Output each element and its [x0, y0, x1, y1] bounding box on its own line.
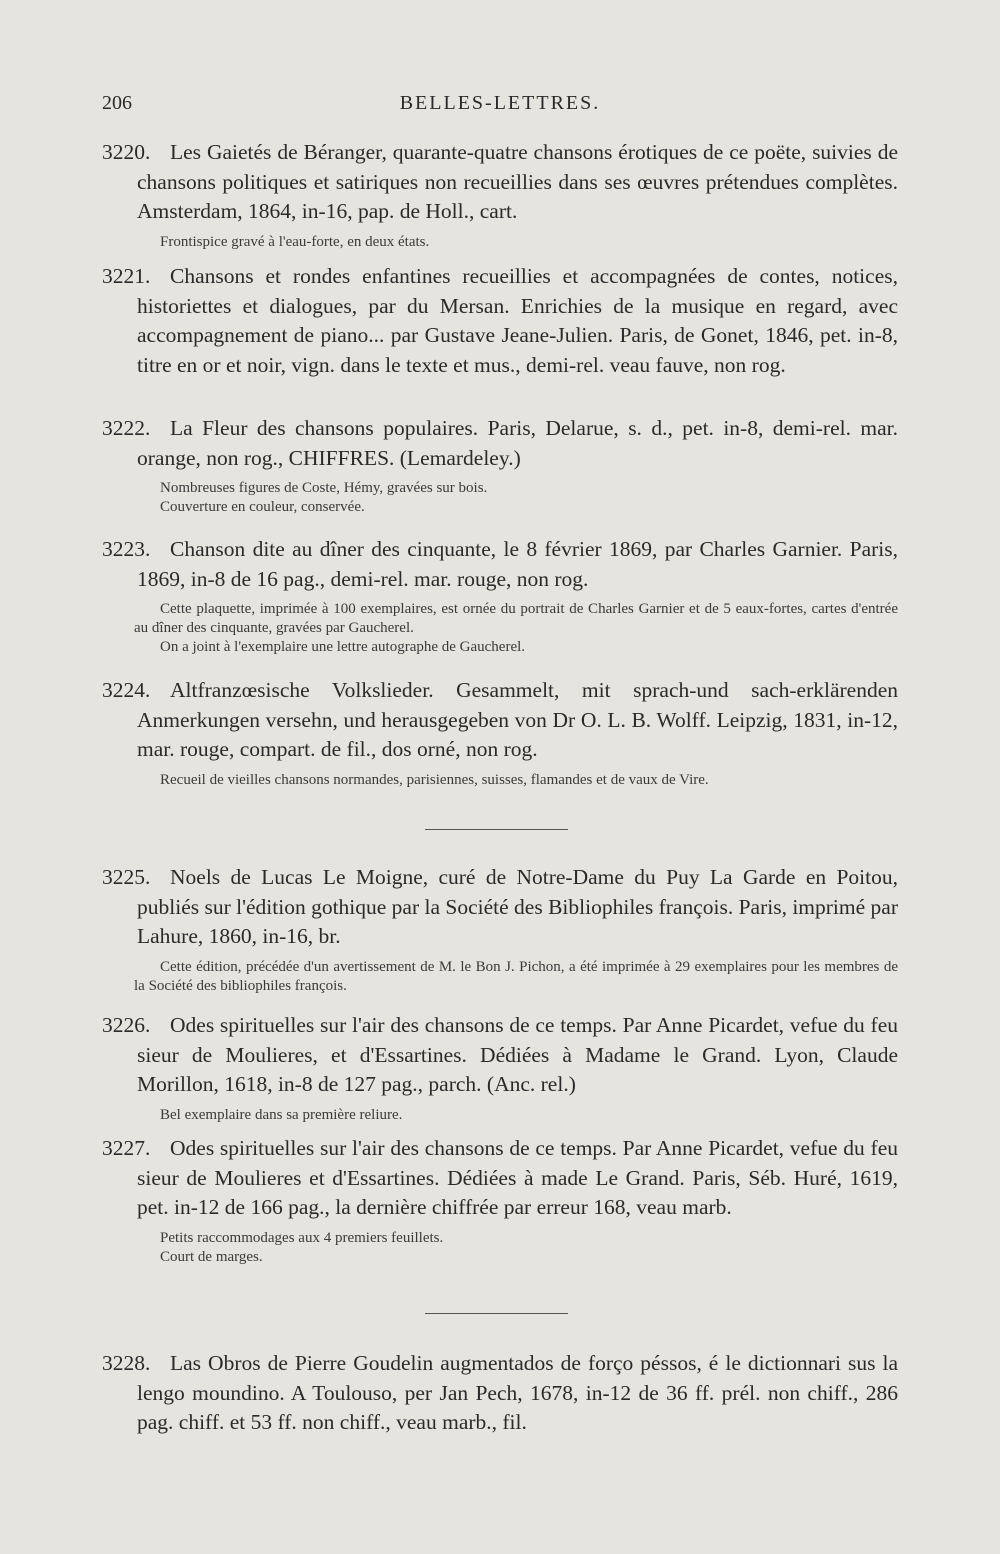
- entry-note: Cette édition, précédée d'un avertissement de M. le Bon J. Pichon, a été imprimée à 29 exemplaires pour les membres de la Société des bibliophiles françois.: [134, 958, 898, 994]
- entry-description: Las Obros de Pierre Goudelin augmentados de forço péssos, é le dictionnari sus la lengo moundino. A Toulouso, per Jan Pech, 1678, in-12 de 36 ff. prél. non chiff., 286 pag. chiff. et 53 ff. non chiff., veau marb., fil.: [137, 1351, 898, 1434]
- entry-description: Les Gaietés de Béranger, quarante-quatre chansons érotiques de ce poëte, suivies de chansons politiques et satiriques non recueillies dans ses œuvres prétendues complètes. Amsterdam, 1864, in-16, pap. de Holl., cart.: [137, 140, 898, 223]
- catalog-entry-3223: [102, 535, 898, 657]
- entry-text: [102, 138, 898, 227]
- entry-text: [102, 535, 898, 594]
- entry-number: 3224.: [102, 678, 151, 702]
- entry-description: Odes spirituelles sur l'air des chansons de ce temps. Par Anne Picardet, vefue du feu sieur de Moulieres et d'Essartines. Dédiées à made Le Grand. Paris, Séb. Huré, 1619, pet. in-12 de 166 pag., la dernière chiffrée par erreur 168, veau marb.: [137, 1136, 898, 1219]
- entry-note: Court de marges.: [160, 1248, 263, 1265]
- entry-number: 3226.: [102, 1013, 151, 1037]
- entry-number: 3222.: [102, 416, 151, 440]
- entry-description: Odes spirituelles sur l'air des chansons de ce temps. Par Anne Picardet, vefue du feu sieur de Moulieres, et d'Essartines. Dédiées à Madame le Grand. Lyon, Claude Morillon, 1618, in-8 de 127 pag., parch. (Anc. rel.): [137, 1013, 898, 1096]
- entry-description: Chansons et rondes enfantines recueillies et accompagnées de contes, notices, historiettes et dialogues, par du Mersan. Enrichies de la musique en regard, avec accompagnement de piano... par Gustave Jeane-Julien. Paris, de Gonet, 1846, pet. in-8, titre en or et noir, vign. dans le texte et mus., demi-rel. veau fauve, non rog.: [137, 264, 898, 377]
- entry-note: Nombreuses figures de Coste, Hémy, gravées sur bois.: [160, 480, 488, 496]
- catalog-entry-3225: [102, 863, 898, 996]
- entry-note: Frontispice gravé à l'eau-forte, en deux états.: [160, 233, 430, 250]
- entry-description: La Fleur des chansons populaires. Paris, Delarue, s. d., pet. in-8, demi-rel. mar. orange, non rog., CHIFFRES. (Lemardeley.): [137, 416, 898, 470]
- page-number: 206: [102, 92, 132, 114]
- running-head: BELLES-LETTRES.: [399, 92, 601, 114]
- catalog-entry-3221: [102, 262, 898, 380]
- catalog-entry-3222: [102, 414, 898, 517]
- section-divider: [425, 829, 568, 830]
- entry-number: 3221.: [102, 264, 151, 288]
- catalog-entry-3226: [102, 1011, 898, 1125]
- section-divider: [425, 1313, 568, 1314]
- catalog-entry-3224: [102, 676, 898, 790]
- entry-note: On a joint à l'exemplaire une lettre autographe de Gaucherel.: [160, 639, 526, 655]
- entry-description: Chanson dite au dîner des cinquante, le 8 février 1869, par Charles Garnier. Paris, 1869, in-8 de 16 pag., demi-rel. mar. rouge, non rog.: [137, 537, 898, 591]
- catalog-entry-3228: [102, 1349, 898, 1438]
- entry-text: [102, 1011, 898, 1100]
- entry-number: 3223.: [102, 537, 151, 561]
- entry-description: Altfranzœsische Volkslieder. Gesammelt, mit sprach-und sach-erklärenden Anmerkungen versehn, und herausgegeben von Dr O. L. B. Wolff. Leipzig, 1831, in-12, mar. rouge, compart. de fil., dos orné, non rog.: [137, 678, 898, 761]
- entry-note: Recueil de vieilles chansons normandes, parisiennes, suisses, flamandes et de vaux de Vire.: [160, 771, 709, 788]
- entry-number: 3225.: [102, 865, 151, 889]
- page-header: [102, 92, 898, 122]
- entry-text: [102, 676, 898, 765]
- entry-number: 3220.: [102, 140, 151, 164]
- entry-note: Couverture en couleur, conservée.: [160, 499, 365, 515]
- entry-text: [102, 414, 898, 473]
- catalog-entry-3220: [102, 138, 898, 252]
- catalog-entry-3227: [102, 1134, 898, 1267]
- entry-number: 3228.: [102, 1351, 151, 1375]
- entry-number: 3227.: [102, 1136, 151, 1160]
- entry-note: Cette plaquette, imprimée à 100 exemplaires, est ornée du portrait de Charles Garnier et de 5 eaux-fortes, cartes d'entrée au dîner des cinquante, gravées par Gaucherel.: [134, 601, 898, 636]
- entry-text: [102, 1134, 898, 1223]
- entry-text: [102, 262, 898, 380]
- entry-note: Petits raccommodages aux 4 premiers feuillets.: [160, 1229, 444, 1246]
- entry-text: [102, 1349, 898, 1438]
- entry-text: [102, 863, 898, 952]
- entry-note: Bel exemplaire dans sa première reliure.: [160, 1106, 403, 1123]
- entry-description: Noels de Lucas Le Moigne, curé de Notre-Dame du Puy La Garde en Poitou, publiés sur l'édition gothique par la Société des Bibliophiles françois. Paris, imprimé par Lahure, 1860, in-16, br.: [137, 865, 899, 948]
